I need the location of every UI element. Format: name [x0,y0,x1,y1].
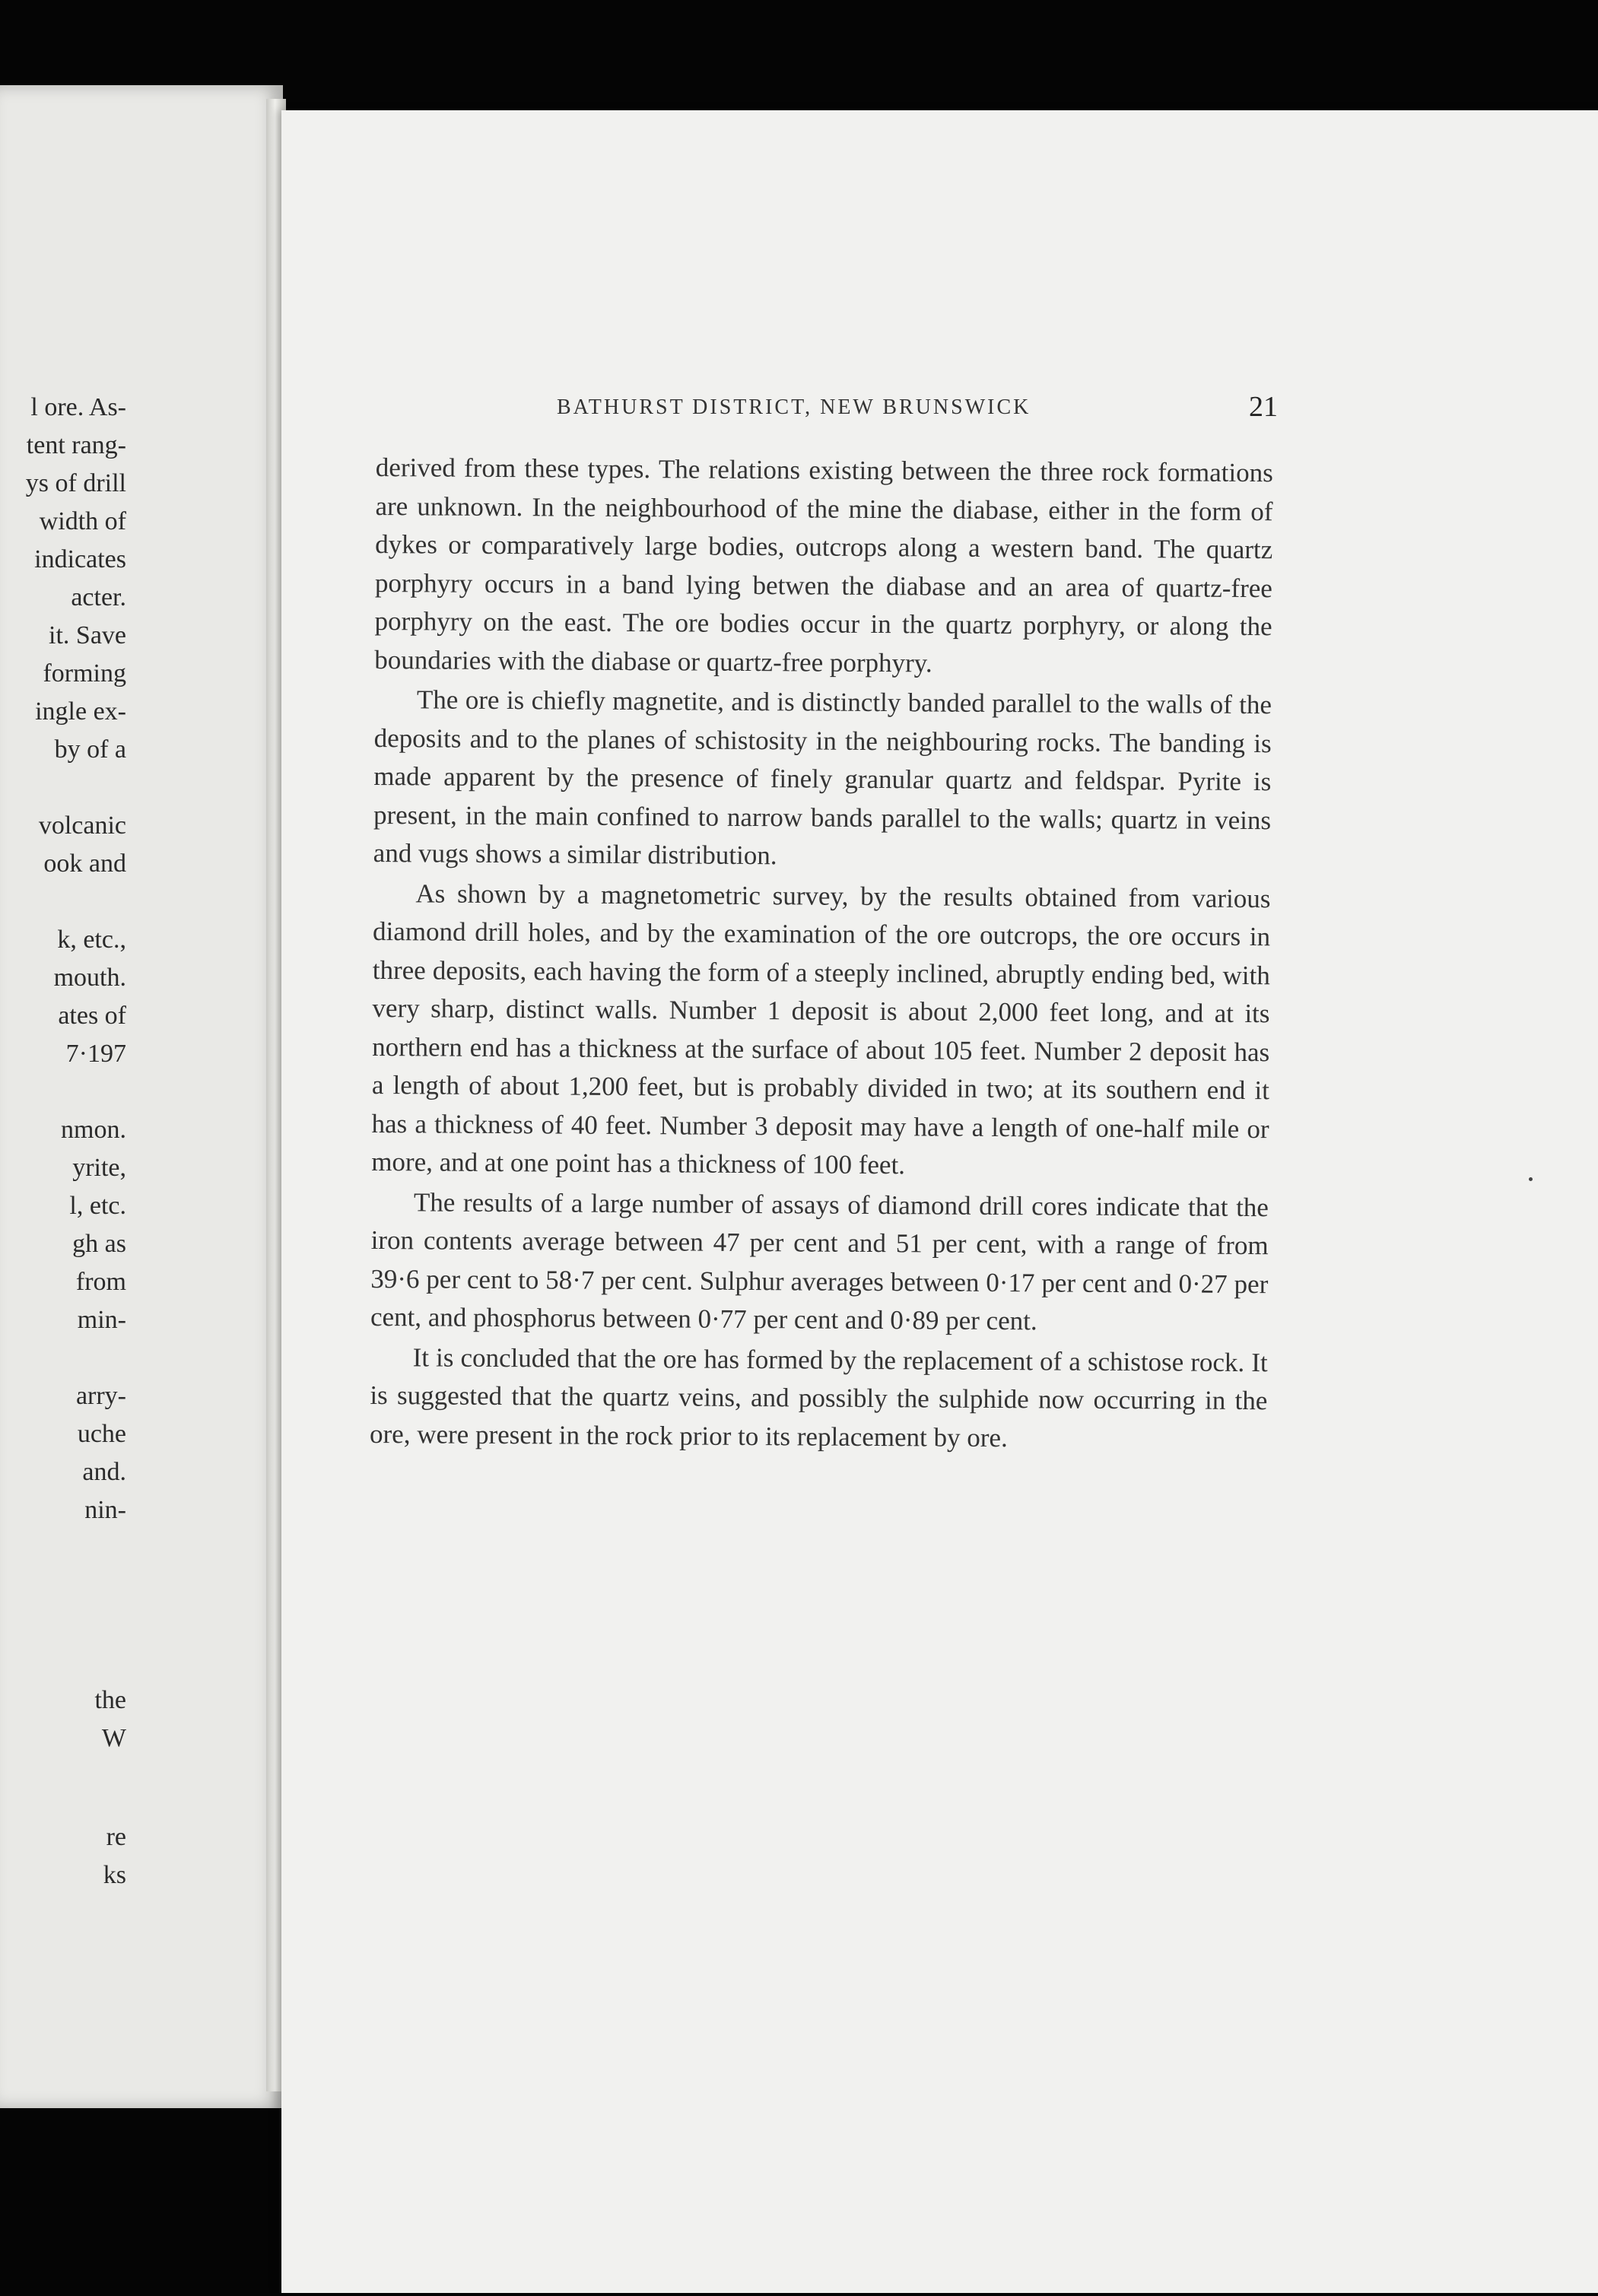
left-line: ingle ex- [35,697,126,726]
left-line: ks [103,1861,126,1889]
left-line: l ore. As- [30,393,126,421]
left-line: uche [77,1420,126,1448]
paragraph: The results of a large number of assays of diamond drill cores indicate that the iron contents average between 47 per cent and 51 per cent, with a range of from 39·6 per cent to 58·7 per cent. Sulphur averages between 0·17 per cent and 0·27 per cent, and phosphorus between 0·77 per cent and 0·89 per cent. [370,1186,1269,1336]
running-head: BATHURST DISTRICT, NEW BRUNSWICK [557,395,1031,419]
left-line: k, etc., [57,926,126,954]
left-line: 7·197 [65,1040,126,1068]
scan-speck [1529,1177,1533,1181]
body-text [370,449,1273,1459]
left-line: volcanic [38,811,126,840]
left-line: min- [77,1306,126,1334]
left-line: acter. [71,583,126,611]
left-line: it. Save [49,621,126,649]
left-line: yrite, [72,1154,126,1182]
left-line: and. [82,1458,126,1486]
left-facing-page [0,85,283,2108]
left-line: l, etc. [69,1192,126,1220]
left-line: ook and [43,849,126,878]
paragraph: derived from these types. The relations existing between the three rock formations are unknown. In the neighbourhood of the mine the diabase, either in the form of dykes or comparatively large bodies, outcrops along a western band. The quartz porphyry occurs in a band lying betwen the diabase and an area of quartz-free porphyry on the east. The ore bodies occur in the quartz porphyry, or along the boundaries with the diabase or quartz-free porphyry. [374,452,1273,678]
paragraph: As shown by a magnetometric survey, by the results obtained from various diamond drill holes, and by the examination of the ore outcrops, the ore occurs in three deposits, each having the form of a steeply inclined, abruptly ending bed, with very sharp, distinct walls. Number 1 deposit is about 2,000 feet long, and at its northern end has a thickness at the surface of about 105 feet. Number 2 deposit has a length of about 1,200 feet, but is probably divided in two; at its southern end it has a thickness of 40 feet. Number 3 deposit may have a length of one-half mile or more, and at one point has a thickness of 100 feet. [371,878,1271,1180]
paragraph: It is concluded that the ore has formed by the replacement of a schistose rock. It is suggested that the quartz veins, and possibly the sulphide now occurring in the ore, were present in the rock prior to its replacement by ore. [369,1342,1268,1453]
left-line: the [94,1686,126,1714]
left-line: from [75,1268,126,1296]
left-line: W [101,1724,126,1752]
left-line: nin- [84,1496,126,1524]
right-page [281,110,1598,2293]
left-line: ys of drill [25,469,126,497]
left-line: nmon. [61,1116,126,1144]
left-line: forming [43,659,126,688]
page-number: 21 [1249,391,1278,423]
left-line: indicates [34,545,126,573]
left-line: mouth. [53,964,126,992]
left-line: tent rang- [26,431,126,459]
left-line: width of [39,507,126,535]
left-line: ates of [58,1002,126,1030]
left-line: by of a [54,735,126,764]
left-line: arry- [75,1382,126,1410]
left-line: re [106,1823,126,1851]
paragraph: The ore is chiefly magnetite, and is distinctly banded parallel to the walls of the deposits and to the planes of schistosity in the neighbouring rocks. The banding is made apparent by the presence of finely granular quartz and feldspar. Pyrite is present, in the main confined to narrow bands parallel to the walls; quartz in veins and vugs shows a similar distribution. [373,684,1272,871]
left-line: gh as [72,1230,126,1258]
